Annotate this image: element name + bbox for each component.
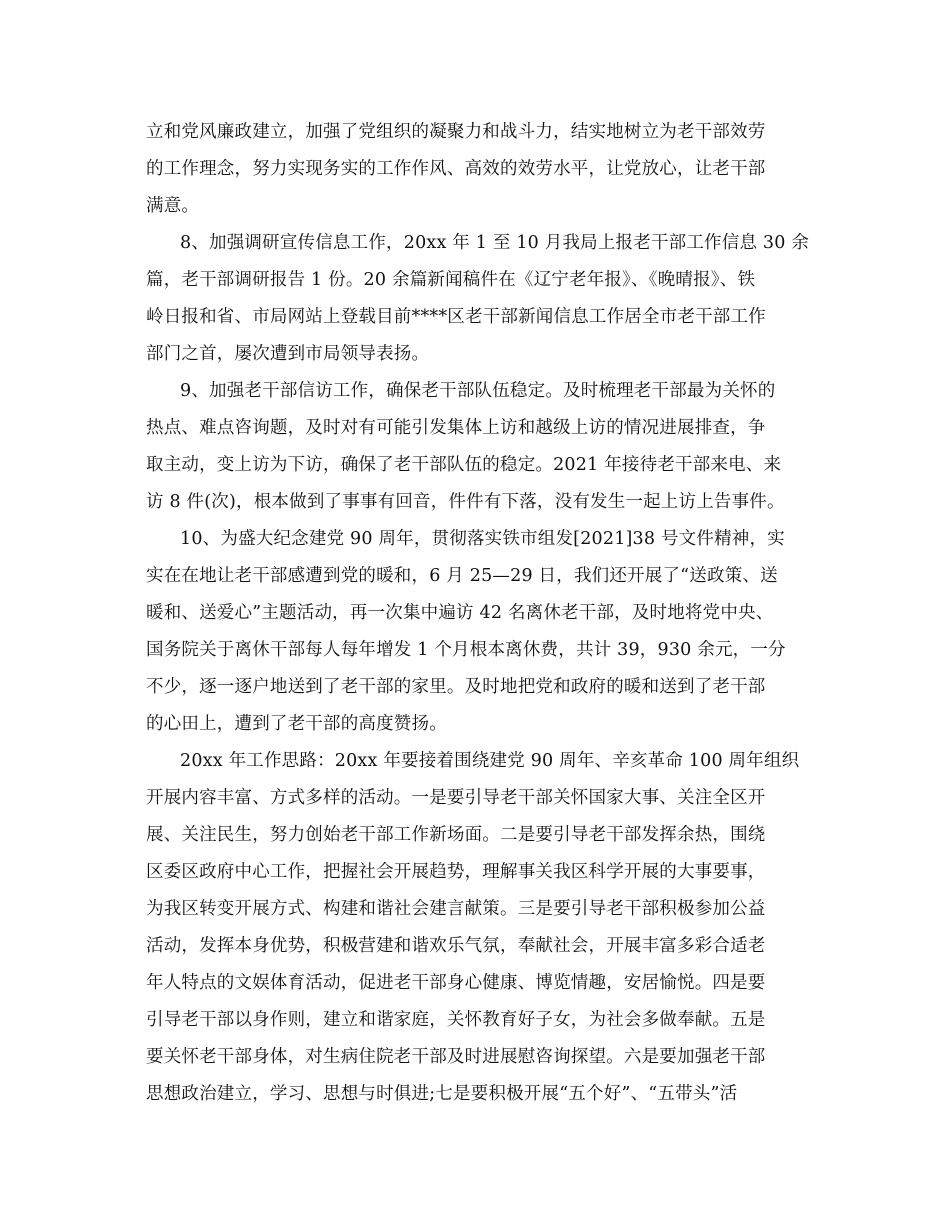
paragraph-line: 国务院关于离休干部每人每年增发 1 个月根本离休费，共计 39，930 余元，一分 — [146, 640, 786, 660]
paragraph-line: 的心田上，遭到了老干部的高度赞扬。 — [146, 714, 447, 734]
paragraph-line: 实在在地让老干部感遭到党的暖和，6 月 25—29 日，我们还开展了“送政策、送 — [146, 566, 778, 586]
paragraph-line: 岭日报和省、市局网站上登载目前****区老干部新闻信息工作居全市老干部工作 — [146, 307, 766, 327]
paragraph-line: 满意。 — [146, 196, 200, 216]
paragraph-line: 篇，老干部调研报告 1 份。20 余篇新闻稿件在《辽宁老年报》、《晚晴报》、铁 — [146, 270, 756, 290]
paragraph-line: 部门之首，屡次遭到市局领导表扬。 — [146, 344, 430, 364]
paragraph-line: 访 8 件(次)，根本做到了事事有回音，件件有下落，没有发生一起上访上告事件。 — [146, 492, 785, 512]
paragraph-line: 开展内容丰富、方式多样的活动。一是要引导老干部关怀国家大事、关注全区开 — [146, 788, 766, 808]
paragraph-line: 区委区政府中心工作，把握社会开展趋势，理解事关我区科学开展的大事要事， — [146, 862, 766, 882]
paragraph-line: 活动，发挥本身优势，积极营建和谐欢乐气氛，奉献社会，开展丰富多彩合适老 — [146, 936, 766, 956]
paragraph-line: 年人特点的文娱体育活动，促进老干部身心健康、博览情趣，安居愉悦。四是要 — [146, 973, 766, 993]
paragraph-line: 的工作理念，努力实现务实的工作作风、高效的效劳水平，让党放心，让老干部 — [146, 159, 766, 179]
document-body — [146, 114, 810, 1113]
paragraph-line: 为我区转变开展方式、构建和谐社会建言献策。三是要引导老干部积极参加公益 — [146, 899, 766, 919]
paragraph-first-line: 9、加强老干部信访工作，确保老干部队伍稳定。及时梳理老干部最为关怀的 — [180, 381, 776, 401]
paragraph-line: 取主动，变上访为下访，确保了老干部队伍的稳定。2021 年接待老干部来电、来 — [146, 455, 782, 475]
paragraph-line: 要关怀老干部身体，对生病住院老干部及时进展慰咨询探望。六是要加强老干部 — [146, 1047, 766, 1067]
paragraph-line: 思想政治建立，学习、思想与时俱进;七是要积极开展“五个好”、“五带头”活 — [146, 1084, 738, 1104]
paragraph-line: 立和党风廉政建立，加强了党组织的凝聚力和战斗力，结实地树立为老干部效劳 — [146, 122, 766, 142]
paragraph-line: 引导老干部以身作则，建立和谐家庭，关怀教育好子女，为社会多做奉献。五是 — [146, 1010, 766, 1030]
paragraph-first-line: 10、为盛大纪念建党 90 周年，贯彻落实铁市组发[2021]38 号文件精神，实 — [180, 529, 785, 549]
paragraph-line: 热点、难点咨询题，及时对有可能引发集体上访和越级上访的情况进展排查，争 — [146, 418, 766, 438]
paragraph-first-line: 8、加强调研宣传信息工作，20xx 年 1 至 10 月我局上报老干部工作信息 30 余 — [180, 233, 810, 253]
paragraph-first-line: 20xx 年工作思路：20xx 年要接着围绕建党 90 周年、辛亥革命 100 周年组织 — [180, 751, 800, 771]
paragraph-line: 展、关注民生，努力创始老干部工作新场面。二是要引导老干部发挥余热，围绕 — [146, 825, 766, 845]
paragraph-line: 不少，逐一逐户地送到了老干部的家里。及时地把党和政府的暖和送到了老干部 — [146, 677, 766, 697]
paragraph-line: 暖和、送爱心”主题活动，再一次集中遍访 42 名离休老干部，及时地将党中央、 — [146, 603, 774, 623]
